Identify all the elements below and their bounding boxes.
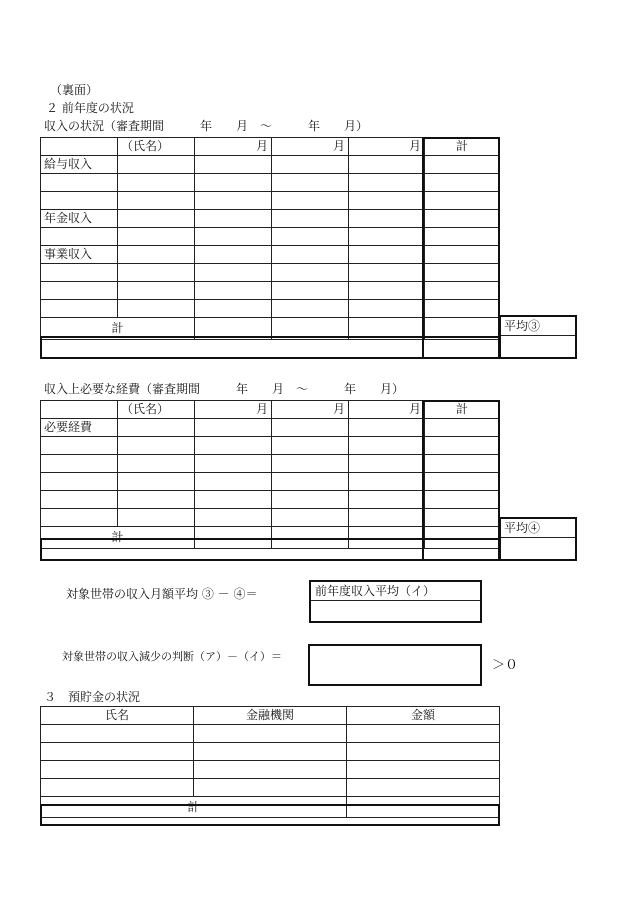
header-row [41, 138, 500, 156]
input-cell[interactable] [195, 246, 272, 264]
input-cell[interactable] [41, 725, 194, 743]
input-cell[interactable] [272, 246, 349, 264]
monthly-average-formula: 対象世帯の収入月額平均 ③ － ④＝ [66, 587, 258, 601]
savings-column-header: 金融機関 [194, 707, 347, 725]
total-label: 計 [41, 527, 195, 549]
input-cell[interactable] [425, 246, 500, 264]
total-cell[interactable] [349, 527, 425, 549]
input-cell[interactable] [118, 156, 195, 174]
input-cell[interactable] [118, 419, 195, 437]
month-column-header: 月 [195, 401, 272, 419]
month-column-header: 月 [195, 138, 272, 156]
input-cell[interactable] [349, 437, 425, 455]
input-cell[interactable] [425, 419, 500, 437]
name-column-header: （氏名） [118, 401, 195, 419]
table-row [41, 473, 500, 491]
total-cell[interactable] [195, 318, 272, 340]
input-cell[interactable] [272, 300, 349, 318]
input-cell[interactable] [272, 437, 349, 455]
header-blank-cell [41, 401, 118, 419]
input-cell[interactable] [41, 779, 194, 797]
input-cell[interactable] [118, 210, 195, 228]
input-cell[interactable] [425, 473, 500, 491]
input-cell[interactable] [195, 282, 272, 300]
table-row [41, 761, 500, 779]
savings-table [40, 706, 500, 818]
input-cell[interactable] [425, 300, 500, 318]
row-label [41, 282, 118, 300]
input-cell[interactable] [349, 156, 425, 174]
table-row [41, 300, 500, 318]
input-cell[interactable] [195, 210, 272, 228]
input-cell[interactable] [349, 473, 425, 491]
input-cell[interactable] [195, 419, 272, 437]
input-cell[interactable] [349, 246, 425, 264]
input-cell[interactable] [195, 192, 272, 210]
income-title: 収入の状況（審査期間 年 月 ～ 年 月） [44, 119, 369, 133]
sum-column-header: 計 [425, 401, 500, 419]
input-cell[interactable] [272, 509, 349, 527]
total-cell[interactable] [425, 527, 500, 549]
input-cell[interactable] [195, 156, 272, 174]
total-cell[interactable] [272, 318, 349, 340]
input-cell[interactable] [272, 192, 349, 210]
input-cell[interactable] [349, 300, 425, 318]
input-cell[interactable] [349, 455, 425, 473]
row-label [41, 264, 118, 282]
income-average-box [499, 315, 577, 359]
input-cell[interactable] [425, 491, 500, 509]
row-label [41, 509, 118, 527]
total-row [41, 318, 500, 340]
input-cell[interactable] [195, 300, 272, 318]
table-row [41, 437, 500, 455]
table-row [41, 228, 500, 246]
row-label [41, 192, 118, 210]
table-row [41, 210, 500, 228]
input-cell[interactable] [425, 455, 500, 473]
input-cell[interactable] [272, 419, 349, 437]
input-cell[interactable] [195, 437, 272, 455]
row-label [41, 491, 118, 509]
input-cell[interactable] [425, 228, 500, 246]
table-row [41, 246, 500, 264]
table-row [41, 282, 500, 300]
row-label [41, 437, 118, 455]
input-cell[interactable] [425, 156, 500, 174]
input-cell[interactable] [118, 246, 195, 264]
input-cell[interactable] [272, 210, 349, 228]
input-cell[interactable] [194, 743, 347, 761]
input-cell[interactable] [118, 228, 195, 246]
savings-title: ３ 預貯金の状況 [44, 690, 141, 704]
input-cell[interactable] [349, 491, 425, 509]
total-cell[interactable] [195, 527, 272, 549]
input-cell[interactable] [272, 491, 349, 509]
total-label: 計 [41, 318, 195, 340]
row-label [41, 473, 118, 491]
row-label [41, 228, 118, 246]
input-cell[interactable] [194, 761, 347, 779]
expense-average-label: 平均④ [501, 519, 575, 538]
table-row [41, 419, 500, 437]
table-row [41, 743, 500, 761]
expense-average-box [499, 517, 577, 561]
table-row [41, 725, 500, 743]
section2-title: ２ 前年度の状況 [46, 101, 134, 115]
input-cell[interactable] [194, 779, 347, 797]
name-column-header: （氏名） [118, 138, 195, 156]
input-cell[interactable] [118, 264, 195, 282]
input-cell[interactable] [349, 192, 425, 210]
total-cell[interactable] [272, 527, 349, 549]
input-cell[interactable] [272, 282, 349, 300]
input-cell[interactable] [347, 743, 500, 761]
input-cell[interactable] [425, 509, 500, 527]
input-cell[interactable] [195, 491, 272, 509]
prev-year-average-box [309, 580, 482, 623]
input-cell[interactable] [195, 473, 272, 491]
month-column-header: 月 [349, 401, 425, 419]
total-row [41, 797, 500, 818]
input-cell[interactable] [118, 509, 195, 527]
prev-year-average-label: 前年度収入平均（イ） [311, 582, 480, 601]
income-table [40, 137, 500, 340]
input-cell[interactable] [118, 437, 195, 455]
input-cell[interactable] [347, 725, 500, 743]
input-cell[interactable] [349, 509, 425, 527]
input-cell[interactable] [118, 192, 195, 210]
income-average-label: 平均③ [501, 317, 575, 336]
total-label: 計 [41, 797, 347, 818]
month-column-header: 月 [272, 138, 349, 156]
input-cell[interactable] [194, 725, 347, 743]
input-cell[interactable] [425, 210, 500, 228]
input-cell[interactable] [272, 455, 349, 473]
input-cell[interactable] [272, 473, 349, 491]
sum-column-header: 計 [425, 138, 500, 156]
expense-title: 収入上必要な経費（審査期間 年 月 ～ 年 月） [44, 382, 405, 396]
input-cell[interactable] [118, 455, 195, 473]
input-cell[interactable] [195, 174, 272, 192]
input-cell[interactable] [118, 473, 195, 491]
decrease-result-box[interactable] [308, 644, 482, 686]
input-cell[interactable] [347, 779, 500, 797]
header-blank-cell [41, 138, 118, 156]
input-cell[interactable] [347, 761, 500, 779]
table-row [41, 455, 500, 473]
input-cell[interactable] [118, 300, 195, 318]
table-row [41, 491, 500, 509]
header-row [41, 707, 500, 725]
input-cell[interactable] [349, 210, 425, 228]
total-cell[interactable] [425, 318, 500, 340]
input-cell[interactable] [195, 509, 272, 527]
input-cell[interactable] [272, 174, 349, 192]
row-label: 給与収入 [41, 156, 118, 174]
back-side-label: （裏面） [50, 83, 99, 97]
row-label [41, 455, 118, 473]
input-cell[interactable] [195, 228, 272, 246]
decrease-judgement-formula: 対象世帯の収入減少の判断（ア）－（イ）＝ [62, 650, 282, 663]
savings-column-header: 氏名 [41, 707, 194, 725]
input-cell[interactable] [425, 282, 500, 300]
input-cell[interactable] [272, 156, 349, 174]
row-label: 事業収入 [41, 246, 118, 264]
input-cell[interactable] [349, 419, 425, 437]
row-label: 年金収入 [41, 210, 118, 228]
month-column-header: 月 [349, 138, 425, 156]
input-cell[interactable] [425, 437, 500, 455]
table-row [41, 264, 500, 282]
row-label [41, 174, 118, 192]
input-cell[interactable] [349, 282, 425, 300]
input-cell[interactable] [195, 264, 272, 282]
input-cell[interactable] [41, 743, 194, 761]
total-cell[interactable] [349, 318, 425, 340]
input-cell[interactable] [118, 282, 195, 300]
table-row [41, 779, 500, 797]
month-column-header: 月 [272, 401, 349, 419]
input-cell[interactable] [272, 264, 349, 282]
total-row [41, 527, 500, 549]
input-cell[interactable] [425, 264, 500, 282]
input-cell[interactable] [349, 264, 425, 282]
row-label: 必要経費 [41, 419, 118, 437]
header-row [41, 401, 500, 419]
input-cell[interactable] [118, 174, 195, 192]
input-cell[interactable] [349, 174, 425, 192]
greater-than-zero: ＞０ [492, 658, 519, 673]
input-cell[interactable] [41, 761, 194, 779]
input-cell[interactable] [195, 455, 272, 473]
table-row [41, 174, 500, 192]
input-cell[interactable] [425, 192, 500, 210]
input-cell[interactable] [272, 228, 349, 246]
input-cell[interactable] [349, 228, 425, 246]
total-cell[interactable] [347, 797, 500, 818]
table-row [41, 156, 500, 174]
table-row [41, 509, 500, 527]
input-cell[interactable] [118, 491, 195, 509]
table-row [41, 192, 500, 210]
input-cell[interactable] [425, 174, 500, 192]
savings-column-header: 金額 [347, 707, 500, 725]
expense-table [40, 400, 500, 549]
row-label [41, 300, 118, 318]
